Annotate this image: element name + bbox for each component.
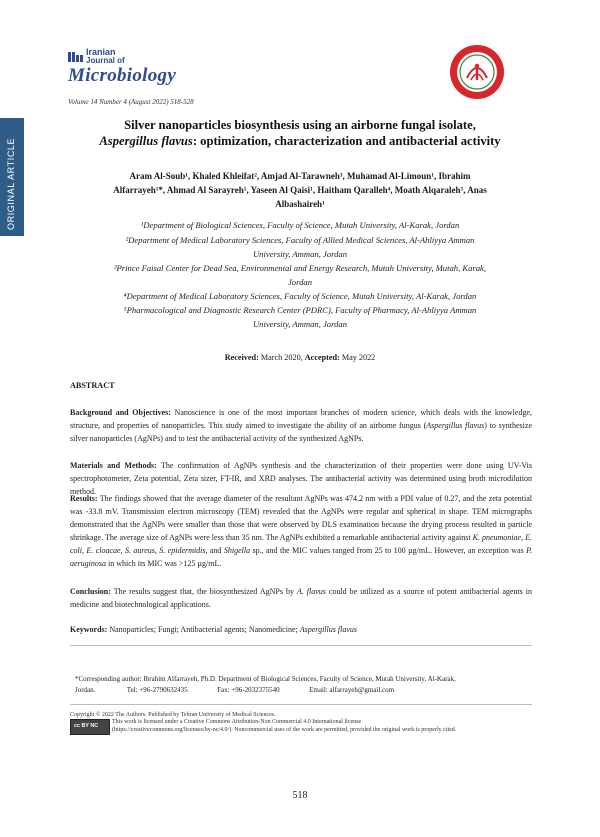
cc-license-badge — [70, 719, 110, 735]
results-organisms: K. pneumoniae, E. coli, E. cloacae, S. aureus, S. epidermidis, — [70, 533, 532, 556]
received-label: Received: — [224, 353, 259, 362]
keywords-text: Nanoparticles; Fungi; Antibacterial agents; Nanomedicine; — [107, 625, 300, 634]
abstract-background — [70, 406, 532, 445]
license-line-2: (https://creativecommons.org/licenses/by-nc/4.0/). Noncommercial uses of the work are permitted, provided the original work is properly cited. — [112, 727, 457, 733]
results-text-c: sp., and the MIC values ranged from 25 to 100 µg/mL. However, an exception was — [250, 546, 527, 556]
results-text-b: and — [207, 546, 224, 556]
results-text-a: The findings showed that the average diameter of the resultant AgNPs was 474.2 nm with a PDI value of 0.27, and the zeta potential was -33.8 mV. Transmission electron microscopy (TEM) revealed that the AgNPs were regular and spherical in shape. TEM micrographs demonstrated that the AgNPs were smaller than those that were observed by DLS examination because the drying process resulted in particle shrinkage. The average size of AgNPs were less than 35 nm. The AgNPs exhibited a remarkable antibacterial activity against — [70, 494, 532, 543]
cc-badge-text: cc BY NC — [74, 723, 99, 729]
methods-text: The confirmation of AgNPs synthesis and the characterization of their properties were done using UV-Vis spectrophotometer, Zeta potential, Zeta sizer, FT-IR, and XRD analyses. The antibacterial activity was determined using broth microdilution method. — [70, 461, 533, 497]
journal-mark-icon — [68, 52, 84, 62]
copyright-notice: Copyright © 2022 The Authors. Published by Tehran University of Medical Sciences. — [70, 712, 276, 718]
conclusion-text-b: could be utilized as a source of potent antibacterial agents in medicine and biotechnological applications. — [70, 587, 533, 610]
received-accepted-dates — [60, 353, 540, 362]
affiliation-3-cont: Jordan — [287, 277, 313, 287]
title-line-1: Silver nanoparticles biosynthesis using an airborne fungal isolate, — [124, 118, 476, 132]
affiliation-4: ⁴Department of Medical Laboratory Sciences, Faculty of Science, Mutah University, Al-Karak, Jordan — [123, 291, 477, 301]
affiliation-5: ⁵Pharmacological and Diagnostic Research Center (PDRC), Faculty of Pharmacy, Al-Ahliyya Amman — [123, 305, 477, 315]
abstract-results — [70, 492, 532, 571]
corresponding-tel: Tel: +96-2790632435 — [126, 686, 188, 694]
methods-label: Materials and Methods: — [70, 461, 157, 470]
background-text-a: Nanoscience is one of the most important branches of modern science, which deals with the knowledge, structure, and properties of nanoparticles. This study aimed to investigate the ability of an airborne fungus ( — [70, 408, 533, 431]
corresponding-country: Jordan. — [75, 686, 96, 694]
authors-line-2: Alfarrayeh¹*, Ahmad Al Sarayreh¹, Yaseen Al Qaisi¹, Haitham Qaralleh⁴, Moath Alqaraleh⁵, Anas — [113, 185, 487, 195]
page-number: 518 — [292, 790, 308, 801]
abstract-heading: ABSTRACT — [70, 381, 115, 390]
received-date: March 2020, — [260, 353, 303, 362]
background-label: Background and Objectives: — [70, 408, 171, 417]
background-organism: Aspergillus flavus — [426, 421, 485, 431]
affiliation-2: ²Department of Medical Laboratory Sciences, Faculty of Allied Medical Sciences, Al-Ahliyya Amman — [125, 235, 475, 245]
results-shigella: Shigella — [223, 546, 251, 556]
background-text-b: ) to synthesize silver nanoparticles (AgNPs) and to test the antibacterial activity of the synthesized AgNPs. — [70, 421, 532, 444]
results-text-d: in which its MIC was >125 µg/mL. — [106, 559, 222, 569]
brand-line-journal-of: Journal of — [86, 56, 125, 65]
affiliation-5-cont: University, Amman, Jordan — [252, 319, 348, 329]
conclusion-text-a: The results suggest that, the biosynthesized AgNPs by — [110, 587, 297, 596]
journal-logo — [68, 44, 188, 102]
license-line-1: This work is licensed under a Creative Commons Attribution-Non Commercial 4.0 International license — [112, 719, 362, 725]
keywords-label: Keywords: — [70, 625, 108, 634]
accepted-date: May 2022 — [341, 353, 376, 362]
divider — [70, 704, 532, 705]
corresponding-contacts — [75, 686, 535, 694]
corresponding-email: Email: alfarrayeh@gmail.com — [309, 686, 395, 694]
corresponding-author: *Corresponding author: Ibrahim Alfarrayeh, Ph.D. Department of Biological Sciences, Faculty of Science, Mutah University, Al-Karak, — [75, 675, 456, 683]
title-organism: Aspergillus flavus — [99, 134, 193, 148]
affiliation-3: ³Prince Faisal Center for Dead Sea, Environmental and Energy Research, Mutah University, Mutah, Karak, — [113, 263, 487, 273]
keywords-organism: Aspergillus flavus — [299, 625, 357, 634]
title-line-2: : optimization, characterization and antibacterial activity — [192, 134, 501, 148]
affiliation-2-cont: University, Amman, Jordan — [252, 249, 348, 259]
corresponding-fax: Fax: +96-2032375540 — [217, 686, 280, 694]
results-label: Results: — [70, 494, 98, 503]
authors-line-1: Aram Al-Soub¹, Khaled Khleifat², Amjad Al-Tarawneh³, Muhamad Al-Limoun¹, Ibrahim — [129, 171, 471, 181]
accepted-label: Accepted: — [304, 353, 340, 362]
keywords — [70, 625, 532, 634]
brand-line-iranian: Iranian — [86, 47, 116, 57]
conclusion-label: Conclusion: — [70, 587, 111, 596]
article-type-tab — [0, 118, 24, 236]
volume-info: Volume 14 Number 4 (August 2022) 518-528 — [68, 98, 194, 106]
paper-title — [60, 117, 540, 149]
results-paeruginosa: P. aeruginosa — [70, 546, 533, 569]
article-type-label: ORIGINAL ARTICLE — [6, 137, 16, 230]
abstract-conclusion — [70, 585, 532, 611]
affiliation-1: ¹Department of Biological Sciences, Faculty of Science, Mutah University, Al-Karak, Jordan — [140, 220, 460, 230]
brand-name: Microbiology — [68, 65, 177, 86]
divider — [70, 645, 532, 646]
authors-line-3: Albashaireh¹ — [275, 199, 325, 209]
university-seal-icon — [449, 44, 505, 100]
author-list — [75, 169, 525, 211]
conclusion-organism: A. flavus — [296, 587, 326, 596]
